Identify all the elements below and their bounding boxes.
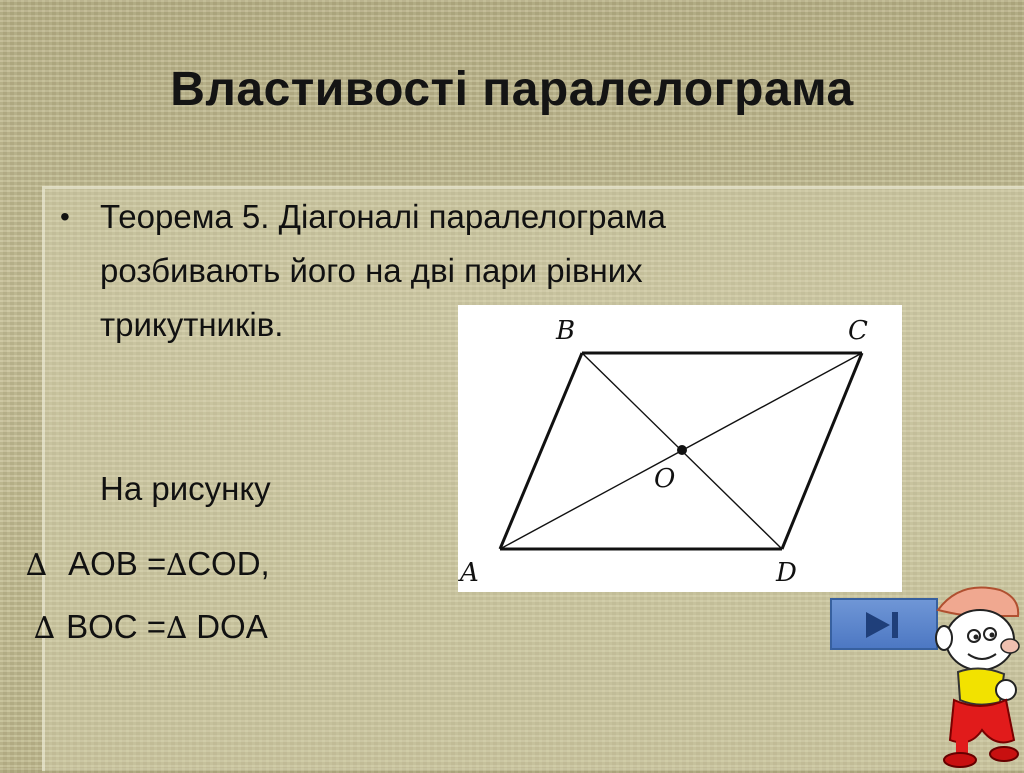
vertex-label-b: B	[556, 316, 576, 346]
equation-2-right: DOA	[196, 608, 268, 645]
side-cd	[782, 353, 862, 549]
subtext: На рисунку	[100, 470, 271, 507]
equation-2-left: BOC =	[66, 608, 167, 645]
triangle-symbol: ∆	[166, 548, 188, 583]
equation-2	[34, 608, 268, 646]
equation-1-right: COD,	[187, 545, 270, 582]
triangle-symbol: ∆	[34, 611, 55, 646]
triangle-symbol: ∆	[166, 611, 188, 646]
equation-1	[26, 545, 270, 583]
bullet-line-3: трикутників.	[100, 306, 284, 343]
bullet-line-2: розбивають його на дві пари рівних	[100, 252, 643, 289]
bullet-line-1: Теорема 5. Діагоналі паралелограма	[100, 198, 666, 235]
center-label-o: O	[654, 464, 676, 494]
vertex-label-a: A	[460, 558, 479, 588]
vertex-label-d: D	[776, 558, 797, 588]
cartoon-mascot	[930, 580, 1024, 768]
parallelogram-figure	[458, 305, 902, 592]
triangle-symbol: ∆	[26, 548, 47, 583]
play-end-icon	[864, 610, 904, 645]
equation-1-left: AOB =	[68, 545, 167, 582]
center-point	[677, 445, 687, 455]
slide-title: Властивості паралелограма	[170, 63, 854, 116]
next-slide-button[interactable]	[830, 598, 938, 650]
side-ab	[500, 353, 582, 549]
vertex-label-c: C	[848, 316, 868, 346]
bullet-dot-icon: •	[60, 201, 70, 232]
